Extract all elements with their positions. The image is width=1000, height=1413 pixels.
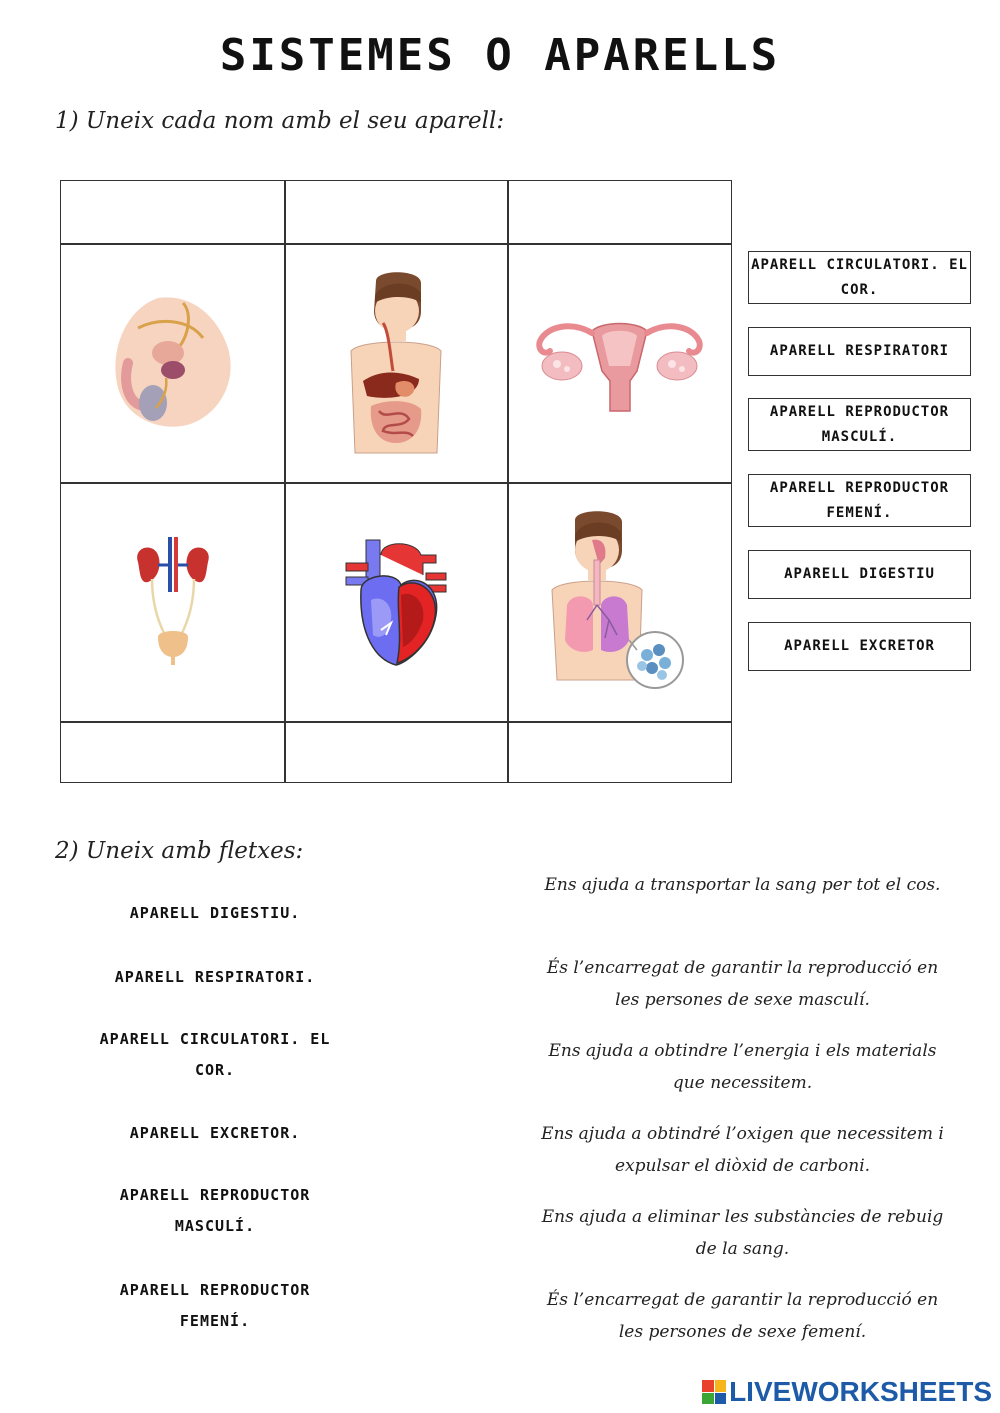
label-excretory[interactable]: APARELL EXCRETOR	[748, 622, 971, 671]
match-desc-6[interactable]: És l’encarregat de garantir la reproducció en les persones de sexe femení.	[546, 1290, 939, 1342]
label-circulatory[interactable]: APARELL CIRCULATORI. EL COR.	[748, 251, 971, 304]
section2-instruction: 2) Uneix amb fletxes:	[55, 838, 304, 864]
match-desc-5[interactable]: Ens ajuda a eliminar les substàncies de rebuig de la sang.	[541, 1207, 944, 1259]
matching-grid	[60, 180, 732, 783]
label-male-reproductive[interactable]: APARELL REPRODUCTOR MASCULÍ.	[748, 398, 971, 451]
answer-box-2[interactable]	[285, 181, 507, 243]
match-term-excretory[interactable]: APARELL EXCRETOR.	[129, 1124, 301, 1142]
section1-instruction: 1) Uneix cada nom amb el seu aparell:	[55, 108, 505, 134]
label-respiratory[interactable]: APARELL RESPIRATORI	[748, 327, 971, 376]
match-term-respiratory[interactable]: APARELL RESPIRATORI.	[114, 968, 316, 986]
match-term-circulatory[interactable]	[90, 1024, 340, 1086]
answer-box-4[interactable]	[61, 722, 284, 782]
match-desc-3[interactable]: Ens ajuda a obtindre l’energia i els materials que necessitem.	[548, 1041, 937, 1093]
match-term-female-text: APARELL REPRODUCTOR FEMENÍ.	[119, 1281, 311, 1330]
liveworksheets-icon	[702, 1380, 726, 1404]
match-term-female-reproductive[interactable]	[90, 1275, 340, 1337]
answer-box-1[interactable]	[61, 181, 284, 243]
heart-image	[285, 483, 507, 721]
male-reproductive-system-image	[61, 244, 284, 482]
match-desc-4[interactable]: Ens ajuda a obtindré l’oxigen que necessitem i expulsar el diòxid de carboni.	[541, 1124, 944, 1176]
logo-text: LIVEWORKSHEETS	[729, 1376, 992, 1407]
answer-box-3[interactable]	[508, 181, 731, 243]
liveworksheets-logo	[702, 1376, 992, 1408]
excretory-system-image	[61, 483, 284, 721]
respiratory-system-image	[508, 483, 731, 721]
page-title: SISTEMES O APARELLS	[219, 30, 781, 81]
match-term-male-text: APARELL REPRODUCTOR MASCULÍ.	[119, 1186, 311, 1235]
label-digestive[interactable]: APARELL DIGESTIU	[748, 550, 971, 599]
digestive-system-image	[285, 244, 507, 482]
answer-box-6[interactable]	[508, 722, 731, 782]
match-desc-1[interactable]: Ens ajuda a transportar la sang per tot el cos.	[544, 875, 941, 895]
match-term-digestive[interactable]: APARELL DIGESTIU.	[129, 904, 301, 922]
female-reproductive-system-image	[508, 244, 731, 482]
answer-box-5[interactable]	[285, 722, 507, 782]
match-term-circulatory-text: APARELL CIRCULATORI. EL COR.	[99, 1030, 331, 1079]
match-term-male-reproductive[interactable]	[90, 1180, 340, 1242]
match-desc-2[interactable]: És l’encarregat de garantir la reproducció en les persones de sexe masculí.	[546, 958, 939, 1010]
label-female-reproductive[interactable]: APARELL REPRODUCTOR FEMENÍ.	[748, 474, 971, 527]
